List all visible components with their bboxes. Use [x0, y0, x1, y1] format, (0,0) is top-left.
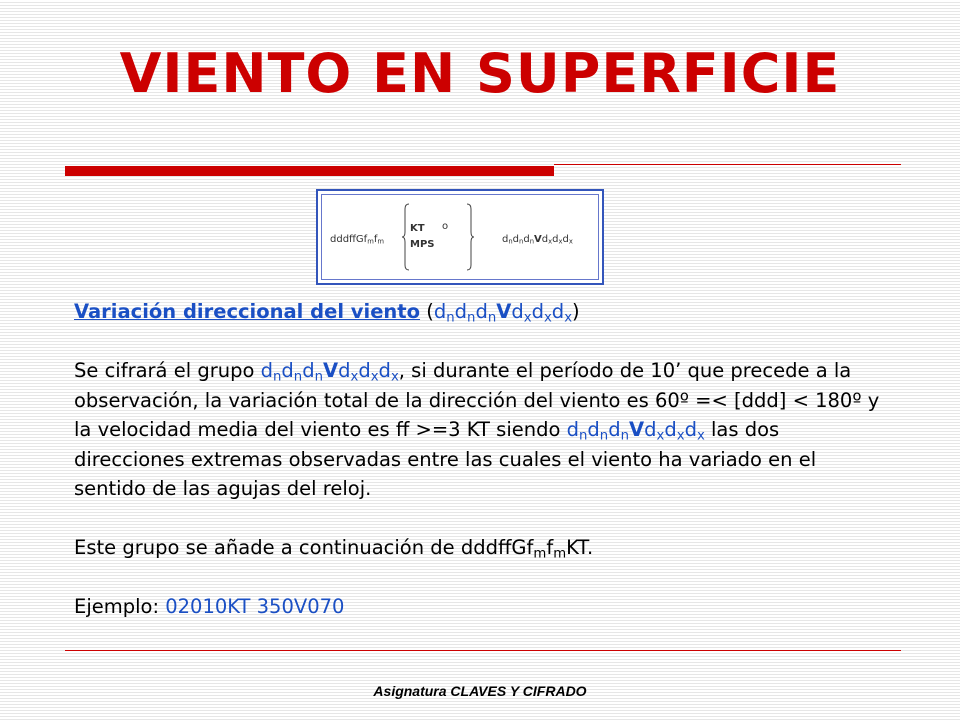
footer-divider: [65, 650, 901, 651]
example-line: [74, 592, 894, 622]
paragraph-description: Se cifrará el grupo $d_nd_nd_nVd_xd_xd_x$, si durante el período de 10’ que precede a la observación, la variación total de la dirección del viento es 60º =< [ddd] < 180º y la velocidad media del viento es ff >=3 KT siendo $d_nd_nd_nVd_xd_xd_x$ las dos direcciones extremas observadas entre las cuales el viento ha variado en el sentido de las agujas del reloj.: [74, 359, 880, 500]
right-brace-icon: [466, 203, 474, 271]
inline-code-2: $d_nd_nd_nVd_xd_xd_x$: [566, 418, 705, 444]
title-underline-bar: [65, 166, 554, 176]
section-heading: Variación direccional del viento $(d_nd_nd_nVd_xd_xd_x)$: [74, 300, 580, 326]
formula-group-right: $d_nd_nd_nVd_xd_xd_x$: [502, 234, 573, 246]
left-brace-icon: [402, 203, 410, 271]
formula-unit-kt: KT: [410, 223, 425, 234]
formula-frame: [321, 194, 599, 280]
title-underline-thin: [554, 164, 901, 165]
heading-link[interactable]: Variación direccional del viento: [74, 300, 421, 323]
footer-course: Asignatura CLAVES Y CIFRADO: [373, 683, 587, 699]
example-value: 02010KT 350V070: [165, 595, 345, 618]
inline-code-1: $d_nd_nd_nVd_xd_xd_x$: [260, 359, 399, 385]
formula-units: [410, 221, 434, 253]
formula-or: o: [442, 221, 449, 232]
formula-image: [316, 189, 604, 285]
heading-code: $d_nd_nd_nVd_xd_xd_x$: [433, 300, 573, 326]
paragraph-order: Este grupo se añade a continuación de $dddffGf_mf_mKT$.: [74, 536, 594, 562]
formula-group-left: $dddffGf_mf_m$: [330, 234, 384, 246]
slide-title: VIENTO EN SUPERFICIE: [119, 42, 841, 105]
content-body: [74, 297, 894, 622]
formula-unit-mps: MPS: [410, 239, 435, 250]
example-label: Ejemplo:: [74, 595, 166, 618]
